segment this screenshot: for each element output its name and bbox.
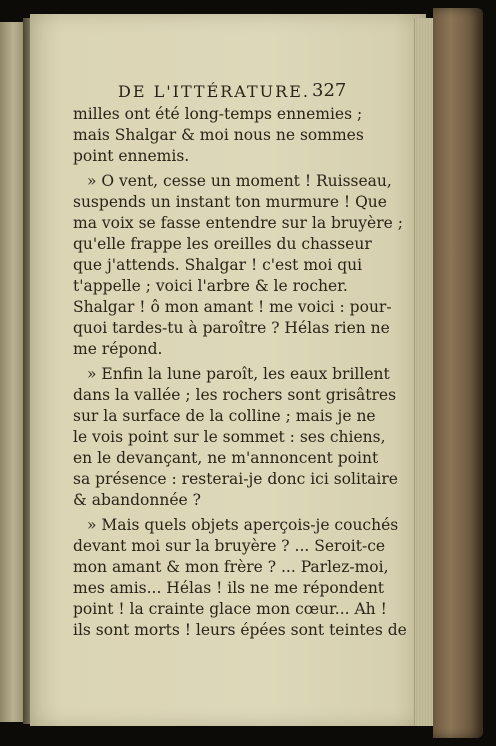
text-line: dans la vallée ; les rochers sont grisâtres <box>73 386 397 404</box>
text-line: » Enfin la lune paroît, les eaux brillent <box>87 365 390 383</box>
text-line: sa présence : resterai-je donc ici solitaire <box>73 470 398 488</box>
text-line: & abandonnée ? <box>73 491 201 509</box>
text-line: qu'elle frappe les oreilles du chasseur <box>73 235 372 253</box>
running-head: DE L'ITTÉRATURE. <box>118 82 310 101</box>
facing-page-edge <box>0 22 25 722</box>
text-line: devant moi sur la bruyère ? ... Seroit-ce <box>73 537 386 555</box>
text-line: mon amant & mon frère ? ... Parlez-moi, <box>73 558 389 576</box>
text-line: Shalgar ! ô mon amant ! me voici : pour- <box>73 298 392 316</box>
text-line: » Mais quels objets aperçois-je couchés <box>87 516 399 534</box>
text-line: mes amis... Hélas ! ils ne me répondent <box>73 579 385 597</box>
text-line: t'appelle ; voici l'arbre & le rocher. <box>73 277 348 295</box>
text-line: sur la surface de la colline ; mais je ne <box>73 407 376 425</box>
page-number: 327 <box>312 80 347 101</box>
text-line: que j'attends. Shalgar ! c'est moi qui <box>73 256 363 274</box>
text-line: milles ont été long-temps ennemies ; <box>73 105 363 123</box>
text-line: mais Shalgar & moi nous ne sommes <box>73 126 364 144</box>
text-line: point ! la crainte glace mon cœur... Ah ! <box>73 600 387 618</box>
text-line: en le devançant, ne m'annoncent point <box>73 449 379 467</box>
text-line: me répond. <box>73 340 163 358</box>
text-line: ma voix se fasse entendre sur la bruyère ; <box>73 214 403 232</box>
text-line: suspends un instant ton murmure ! Que <box>73 193 387 211</box>
text-line: » O vent, cesse un moment ! Ruisseau, <box>87 172 392 190</box>
page-text <box>73 104 407 641</box>
book-cover <box>433 8 483 738</box>
page-block-edge <box>414 18 435 726</box>
text-line: quoi tardes-tu à paroître ? Hélas rien ne <box>73 319 390 337</box>
text-line: ils sont morts ! leurs épées sont teintes de <box>73 621 407 639</box>
text-line: point ennemis. <box>73 147 190 165</box>
text-line: le vois point sur le sommet : ses chiens, <box>73 428 386 446</box>
